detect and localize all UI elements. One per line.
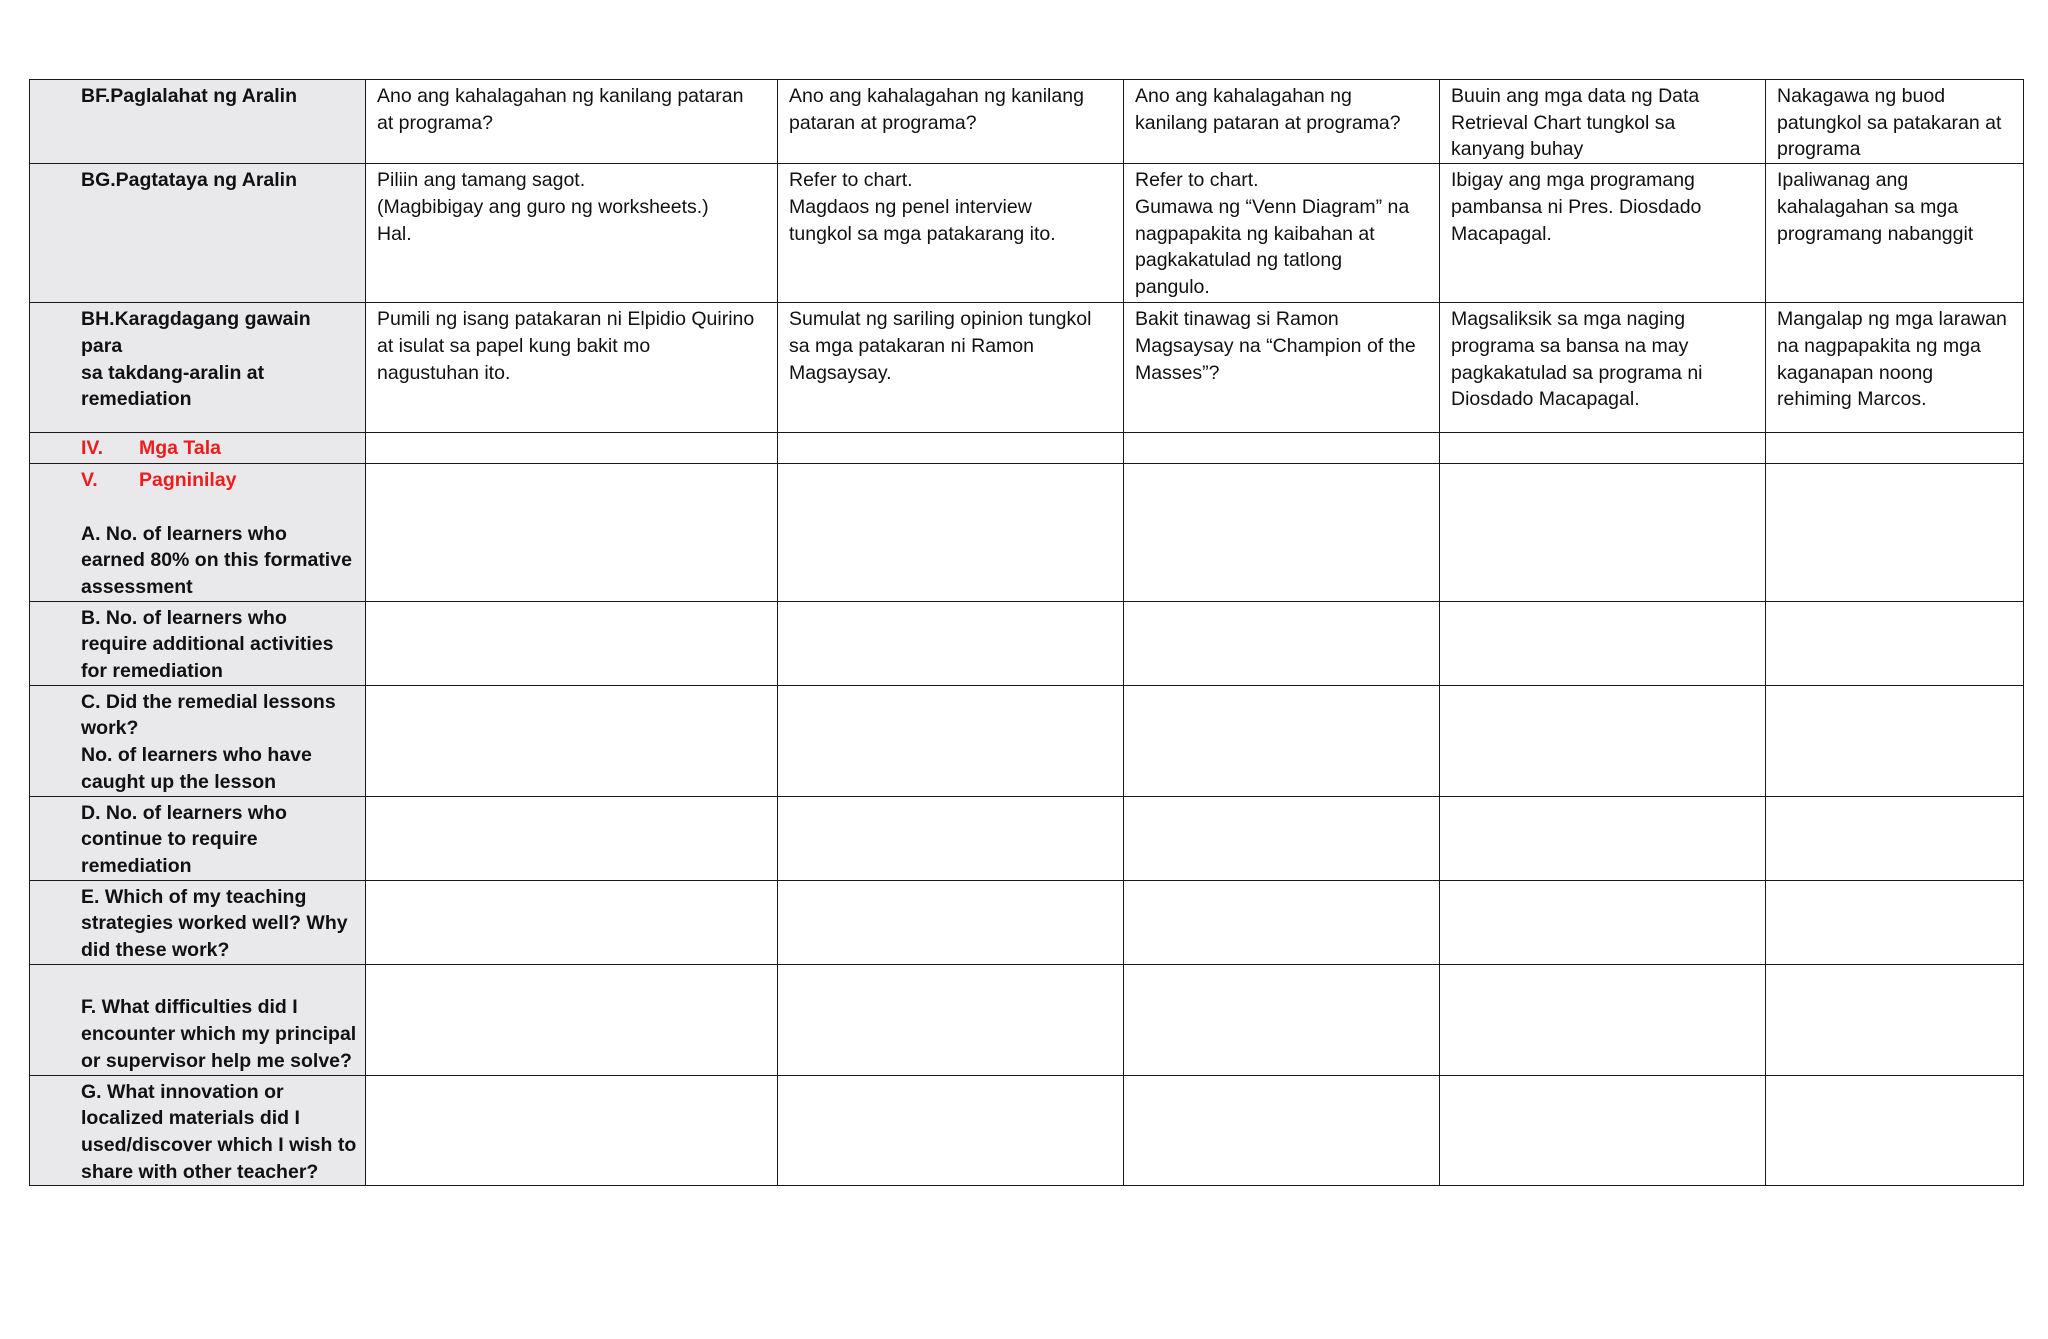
table-cell [778, 796, 1124, 880]
table-cell [1766, 964, 2024, 1075]
table-cell [1124, 464, 1440, 602]
table-cell [778, 964, 1124, 1075]
table-row [30, 433, 2024, 464]
table-cell [1766, 464, 2024, 602]
table-cell [1440, 464, 1766, 602]
table-cell [1766, 796, 2024, 880]
table-cell [1766, 433, 2024, 464]
table-cell [1440, 796, 1766, 880]
table-cell [366, 1075, 778, 1186]
table-row [30, 685, 2024, 796]
table-cell: Nakagawa ng buod patungkol sa patakaran at programa [1766, 80, 2024, 164]
table-cell [1124, 880, 1440, 964]
table-cell: Buuin ang mga data ng Data Retrieval Chart tungkol sa kanyang buhay [1440, 80, 1766, 164]
table-cell [1440, 964, 1766, 1075]
reflection-question: E. Which of my teaching strategies worked well? Why did these work? [30, 880, 366, 964]
table-cell [1124, 685, 1440, 796]
table-row [30, 303, 2024, 433]
table-cell [1440, 433, 1766, 464]
table-cell [1440, 601, 1766, 685]
table-row [30, 164, 2024, 303]
table-cell [366, 464, 778, 602]
table-row [30, 880, 2024, 964]
table-cell: Ano ang kahalagahan ng kanilang pataran at programa? [366, 80, 778, 164]
table-cell: Bakit tinawag si Ramon Magsaysay na “Champion of the Masses”? [1124, 303, 1440, 433]
table-cell [366, 685, 778, 796]
table-row [30, 80, 2024, 164]
reflection-question: B. No. of learners who require additional activities for remediation [30, 601, 366, 685]
table-cell: Ano ang kahalagahan ng kanilang pataran at programa? [1124, 80, 1440, 164]
reflection-question: A. No. of learners who earned 80% on this formative assessment [81, 522, 352, 598]
table-cell [1124, 796, 1440, 880]
table-cell [366, 964, 778, 1075]
table-cell: Ano ang kahalagahan ng kanilang pataran at programa? [778, 80, 1124, 164]
table-cell [366, 433, 778, 464]
table-cell [778, 1075, 1124, 1186]
table-cell [1124, 433, 1440, 464]
table-cell: Sumulat ng sariling opinion tungkol sa mga patakaran ni Ramon Magsaysay. [778, 303, 1124, 433]
table-cell: Piliin ang tamang sagot. (Magbibigay ang guro ng worksheets.) Hal. [366, 164, 778, 303]
table-cell: Refer to chart. Magdaos ng penel interview tungkol sa mga patakarang ito. [778, 164, 1124, 303]
table-cell [1766, 880, 2024, 964]
table-cell [1766, 685, 2024, 796]
table-cell: Magsaliksik sa mga naging programa sa bansa na may pagkakatulad sa programa ni Diosdado Macapagal. [1440, 303, 1766, 433]
table-row [30, 796, 2024, 880]
table-cell [366, 796, 778, 880]
table-cell [1124, 1075, 1440, 1186]
table-cell [1440, 880, 1766, 964]
table-cell [366, 601, 778, 685]
section-heading-pagninilay: V. Pagninilay A. No. of learners who earned 80% on this formative assessment [30, 464, 366, 602]
row-label: BG.Pagtataya ng Aralin [30, 164, 366, 303]
table-row [30, 1075, 2024, 1186]
table-cell [1124, 964, 1440, 1075]
reflection-question: G. What innovation or localized materials did I used/discover which I wish to share with other teacher? [30, 1075, 366, 1186]
table-cell: Refer to chart. Gumawa ng “Venn Diagram” na nagpapakita ng kaibahan at pagkakatulad ng tatlong pangulo. [1124, 164, 1440, 303]
row-label: BH.Karagdagang gawain para sa takdang-aralin at remediation [30, 303, 366, 433]
table-cell [778, 433, 1124, 464]
table-cell [1766, 601, 2024, 685]
table-cell [1440, 1075, 1766, 1186]
table-cell [778, 464, 1124, 602]
table-cell: Mangalap ng mga larawan na nagpapakita ng mga kaganapan noong rehiming Marcos. [1766, 303, 2024, 433]
table-cell: Ipaliwanag ang kahalagahan sa mga programang nabanggit [1766, 164, 2024, 303]
table-cell [1766, 1075, 2024, 1186]
reflection-question: C. Did the remedial lessons work? No. of learners who have caught up the lesson [30, 685, 366, 796]
reflection-question: F. What difficulties did I encounter which my principal or supervisor help me solve? [30, 964, 366, 1075]
table-cell [1124, 601, 1440, 685]
table-cell [366, 880, 778, 964]
table-cell [778, 880, 1124, 964]
section-heading-mga-tala: IV. Mga Tala [30, 433, 366, 464]
table-row [30, 464, 2024, 602]
table-cell: Pumili ng isang patakaran ni Elpidio Quirino at isulat sa papel kung bakit mo nagustuhan ito. [366, 303, 778, 433]
lesson-log-table [29, 79, 2024, 1186]
reflection-question: D. No. of learners who continue to require remediation [30, 796, 366, 880]
table-row [30, 964, 2024, 1075]
row-label: BF.Paglalahat ng Aralin [30, 80, 366, 164]
table-cell [778, 685, 1124, 796]
table-row [30, 601, 2024, 685]
table-cell: Ibigay ang mga programang pambansa ni Pres. Diosdado Macapagal. [1440, 164, 1766, 303]
table-cell [1440, 685, 1766, 796]
table-cell [778, 601, 1124, 685]
